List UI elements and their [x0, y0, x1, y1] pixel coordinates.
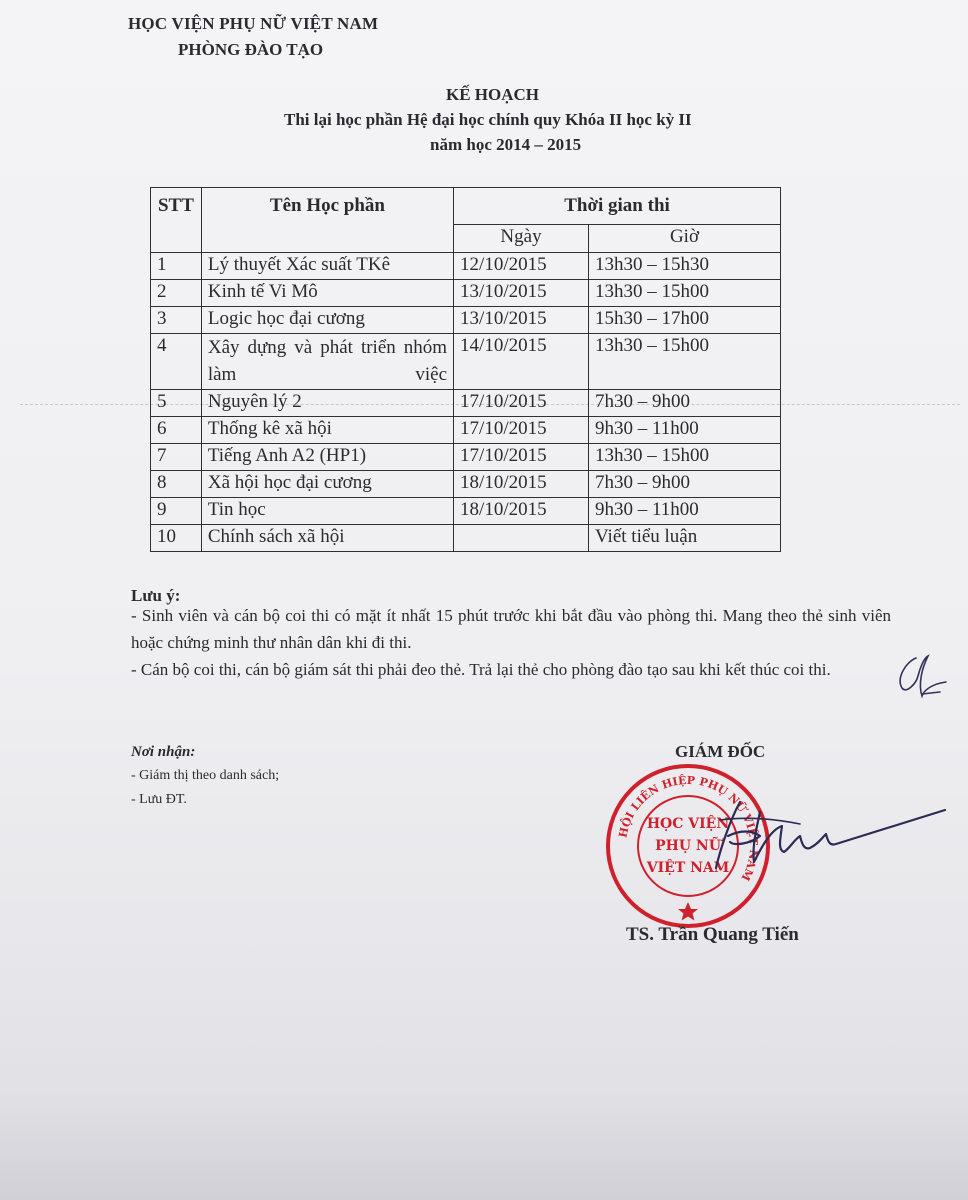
row-course: Tin học	[201, 498, 453, 525]
row-date: 17/10/2015	[454, 390, 589, 417]
signer-position: GIÁM ĐỐC	[675, 742, 766, 761]
row-stt: 6	[151, 417, 202, 444]
paper-shadow	[0, 1090, 968, 1200]
row-course: Xã hội học đại cương	[201, 471, 453, 498]
row-stt: 3	[151, 307, 202, 334]
row-time: 7h30 – 9h00	[588, 390, 780, 417]
row-course: Tiếng Anh A2 (HP1)	[201, 444, 453, 471]
row-date: 14/10/2015	[454, 334, 589, 390]
director-signature	[690, 790, 950, 880]
row-date: 13/10/2015	[454, 307, 589, 334]
table-row	[151, 444, 781, 471]
row-stt: 10	[151, 525, 202, 552]
row-date	[454, 525, 589, 552]
row-date: 12/10/2015	[454, 253, 589, 280]
row-course: Xây dựng và phát triển nhóm làm việc	[201, 334, 453, 390]
row-date: 18/10/2015	[454, 471, 589, 498]
table-row	[151, 390, 781, 417]
table-row	[151, 417, 781, 444]
seal-line-3: VIỆT NAM	[646, 860, 730, 876]
document-subtitle: Thi lại học phần Hệ đại học chính quy Khóa II học kỳ II	[284, 110, 692, 129]
row-time: 9h30 – 11h00	[588, 417, 780, 444]
recipient-item-1: - Giám thị theo danh sách;	[131, 768, 280, 783]
note-item-2: - Cán bộ coi thi, cán bộ giám sát thi phải đeo thẻ. Trả lại thẻ cho phòng đào tạo sau khi kết thúc coi thi.	[131, 660, 831, 679]
row-date: 17/10/2015	[454, 417, 589, 444]
seal-ring-text: HỘI LIÊN HIỆP PHỤ NỮ VIỆT NAM	[616, 773, 761, 883]
row-stt: 5	[151, 390, 202, 417]
row-date: 13/10/2015	[454, 280, 589, 307]
table-row	[151, 498, 781, 525]
organization-name: HỌC VIỆN PHỤ NỮ VIỆT NAM	[128, 14, 379, 33]
row-time: 13h30 – 15h00	[588, 444, 780, 471]
table-row	[151, 334, 781, 390]
row-date: 17/10/2015	[454, 444, 589, 471]
row-stt: 7	[151, 444, 202, 471]
table-row	[151, 525, 781, 552]
header-course-name: Tên Học phần	[201, 188, 453, 253]
header-stt: STT	[151, 188, 202, 253]
row-course: Kinh tế Vi Mô	[201, 280, 453, 307]
notes-title: Lưu ý:	[131, 586, 181, 605]
row-course: Thống kê xã hội	[201, 417, 453, 444]
header-exam-time: Thời gian thi	[454, 188, 781, 225]
table-row	[151, 307, 781, 334]
document-title: KẾ HOẠCH	[446, 85, 540, 104]
department-name: PHÒNG ĐÀO TẠO	[178, 40, 324, 59]
row-time: 7h30 – 9h00	[588, 471, 780, 498]
row-course: Logic học đại cương	[201, 307, 453, 334]
initials-mark	[888, 648, 958, 708]
row-time: Viết tiểu luận	[588, 525, 780, 552]
row-time: 13h30 – 15h30	[588, 253, 780, 280]
row-stt: 2	[151, 280, 202, 307]
signer-name: TS. Trần Quang Tiến	[626, 924, 799, 945]
table-row	[151, 471, 781, 498]
header-date: Ngày	[454, 225, 589, 253]
row-stt: 1	[151, 253, 202, 280]
recipients-title: Nơi nhận:	[131, 744, 196, 760]
row-stt: 4	[151, 334, 202, 390]
header-hour: Giờ	[588, 225, 780, 253]
row-time: 13h30 – 15h00	[588, 280, 780, 307]
note-item-1: - Sinh viên và cán bộ coi thi có mặt ít nhất 15 phút trước khi bắt đầu vào phòng thi. Mang theo thẻ sinh viên hoặc chứng minh thư nhân dân khi đi thi.	[131, 606, 891, 652]
row-course: Lý thuyết Xác suất TKê	[201, 253, 453, 280]
table-row	[151, 280, 781, 307]
seal-line-1: HỌC VIỆN	[646, 816, 730, 832]
row-date: 18/10/2015	[454, 498, 589, 525]
row-stt: 8	[151, 471, 202, 498]
table-row	[151, 253, 781, 280]
recipient-item-2: - Lưu ĐT.	[131, 792, 187, 807]
row-course: Chính sách xã hội	[201, 525, 453, 552]
seal-line-2: PHỤ NỮ	[655, 838, 721, 854]
exam-schedule-table	[150, 187, 781, 552]
row-time: 13h30 – 15h00	[588, 334, 780, 390]
row-course: Nguyên lý 2	[201, 390, 453, 417]
row-time: 15h30 – 17h00	[588, 307, 780, 334]
row-time: 9h30 – 11h00	[588, 498, 780, 525]
academic-year: năm học 2014 – 2015	[430, 135, 582, 154]
row-stt: 9	[151, 498, 202, 525]
